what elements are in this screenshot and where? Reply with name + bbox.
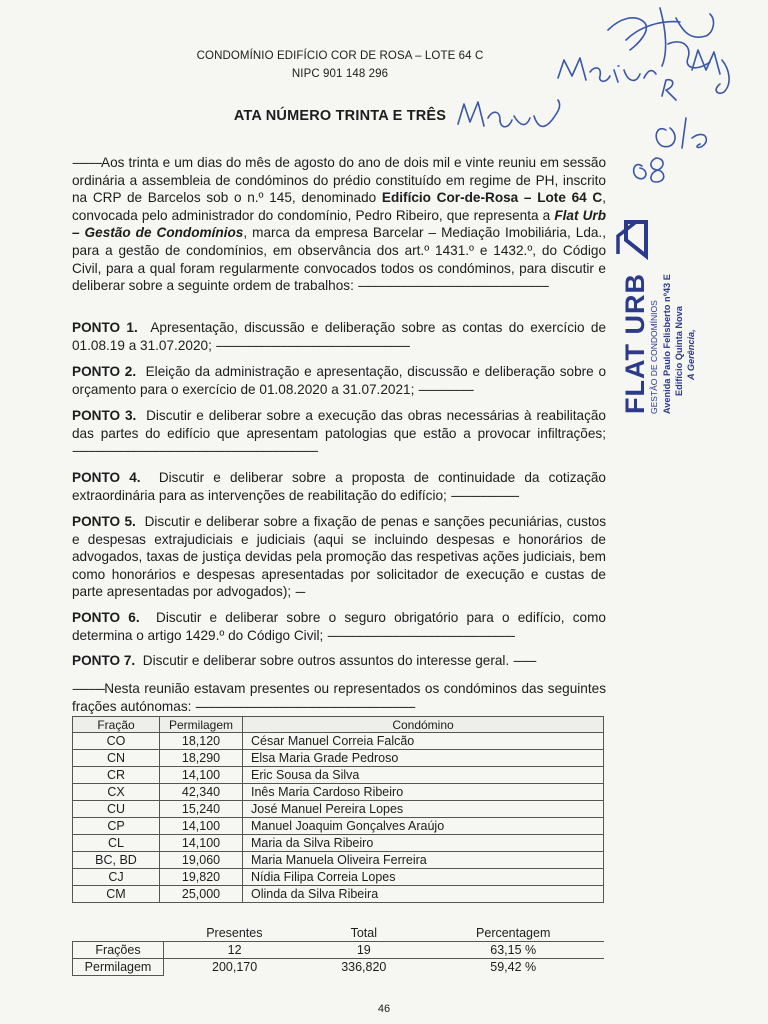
table-row [73, 852, 604, 869]
column-header-presentes: Presentes [164, 925, 306, 942]
table-row [73, 959, 605, 976]
agenda-item-4 [72, 469, 606, 504]
company-stamp [612, 218, 722, 418]
fracao-cell: CL [73, 835, 160, 852]
agenda-item-label: PONTO 7. [72, 653, 136, 668]
column-header-permilagem: Permilagem [160, 717, 243, 733]
agenda-item-label: PONTO 4. [72, 470, 141, 485]
table-row [73, 869, 604, 886]
agenda-item-text: Discutir e deliberar sobre o seguro obrigatório para o edifício, como determina o artigo 1429.º do Código Civil; [72, 610, 606, 643]
agenda-item-label: PONTO 3. [72, 408, 137, 423]
owners-table [72, 716, 604, 903]
permilagem-cell: 18,120 [160, 733, 243, 750]
intro-trail-dashes: ----------------------------------------------------------- [357, 278, 549, 294]
agenda-item-text: Discutir e deliberar sobre a proposta de continuidade da cotização extraordinária para as intervenções de reabilitação do edifício; [72, 470, 606, 503]
fracao-cell: BC, BD [73, 852, 160, 869]
table-row [73, 750, 604, 767]
agenda-item-label: PONTO 1. [72, 320, 138, 335]
agenda-item-dashes: ----------------- [418, 381, 473, 397]
condomino-cell: Eric Sousa da Silva [243, 767, 604, 784]
table-row [73, 801, 604, 818]
agenda-item-label: PONTO 2. [72, 364, 137, 379]
agenda-item-label: PONTO 5. [72, 514, 136, 529]
agenda-item-dashes: --------------------- [450, 487, 519, 503]
permilagem-cell: 42,340 [160, 784, 243, 801]
agenda-item-dashes: ---------------------------------------------------------------------------- [72, 443, 318, 459]
stamp-brand: FLAT URB [620, 273, 650, 414]
fracao-cell: CM [73, 886, 160, 903]
row-label: Frações [73, 942, 164, 959]
column-header-percentagem: Percentagem [422, 925, 604, 942]
column-header-condomino: Condómino [243, 717, 604, 733]
agenda-item-text: Discutir e deliberar sobre outros assuntos do interesse geral. [142, 653, 514, 668]
column-header-total: Total [305, 925, 422, 942]
condomino-cell: César Manuel Correia Falcão [243, 733, 604, 750]
condomino-cell: Elsa Maria Grade Pedroso [243, 750, 604, 767]
intro-text-1: Aos trinta e um dias do mês de agosto do ano de dois mil e vinte reuniu em sessão ordinária a assembleia de condóminos do prédio constituído em regime de PH, inscrito na CRP de Barcelos sob o n.º 145, denominado [72, 155, 606, 206]
percentagem-cell: 63,15 % [422, 942, 604, 959]
totals-corner [73, 925, 164, 942]
permilagem-cell: 15,240 [160, 801, 243, 818]
house-logo-icon [618, 222, 646, 256]
table-row [73, 733, 604, 750]
permilagem-cell: 25,000 [160, 886, 243, 903]
intro-text-2: , convocada pelo administrador do condomínio, Pedro Ribeiro, que representa a [72, 190, 606, 223]
fracao-cell: CR [73, 767, 160, 784]
permilagem-cell: 19,060 [160, 852, 243, 869]
fracao-cell: CP [73, 818, 160, 835]
total-cell: 336,820 [305, 959, 422, 976]
percentagem-cell: 59,42 % [422, 959, 604, 976]
fracao-cell: CX [73, 784, 160, 801]
agenda-item-text: Eleição da administração e apresentação, discussão e deliberação sobre o orçamento para o exercício de 01.08.2020 a 31.07.2021; [72, 364, 606, 397]
row-label: Permilagem [73, 959, 164, 976]
attendance-paragraph [72, 680, 606, 715]
condomino-cell: Manuel Joaquim Gonçalves Araújo [243, 818, 604, 835]
stamp-line-1: GESTÃO DE CONDOMÍNIOS [649, 300, 659, 414]
agenda-item-dashes: --- [294, 584, 305, 600]
permilagem-cell: 14,100 [160, 767, 243, 784]
agenda-item-dashes: ------------------------------------------------------------ [215, 337, 410, 353]
table-row [73, 835, 604, 852]
stamp-line-3: Edifício Quinta Nova [674, 306, 684, 396]
header-condominium-name: CONDOMÍNIO EDIFÍCIO COR DE ROSA – LOTE 64 C [196, 50, 484, 62]
fracao-cell: CN [73, 750, 160, 767]
presentes-cell: 12 [164, 942, 306, 959]
intro-paragraph [72, 154, 606, 295]
management-company-name: Flat Urb – Gestão de Condomínios [72, 207, 607, 241]
page-title: ATA NÚMERO TRINTA E TRÊS [233, 108, 447, 124]
page-number: 46 [377, 1003, 391, 1015]
condomino-cell: Maria Manuela Oliveira Ferreira [243, 852, 604, 869]
condomino-cell: José Manuel Pereira Lopes [243, 801, 604, 818]
fracao-cell: CU [73, 801, 160, 818]
building-name: Edifício Cor-de-Rosa – Lote 64 C [381, 190, 603, 206]
stamp-line-2: Avenida Paulo Felisberto nº43 E [662, 274, 672, 414]
agenda-item-1 [72, 319, 606, 354]
table-row [73, 767, 604, 784]
table-row [73, 784, 604, 801]
condomino-cell: Maria da Silva Ribeiro [243, 835, 604, 852]
agenda-item-text: Apresentação, discussão e deliberação sobre as contas do exercício de 01.08.19 a 31.07.2020; [72, 320, 606, 353]
agenda-item-dashes: ---------------------------------------------------------- [327, 627, 515, 643]
owners-table-header-row [73, 717, 604, 733]
agenda-item-5 [72, 513, 606, 601]
permilagem-cell: 14,100 [160, 835, 243, 852]
table-row [73, 818, 604, 835]
attendance-lead-dashes: ---------- [72, 681, 105, 696]
agenda-item-7 [72, 652, 606, 670]
presentes-cell: 200,170 [164, 959, 306, 976]
permilagem-cell: 19,820 [160, 869, 243, 886]
agenda-item-6 [72, 609, 606, 644]
intro-text-3: , marca da empresa Barcelar – Mediação Imobiliária, Lda., para a gestão de condomínios, em observância dos art.º 1431.º e 1432.º, do Código Civil, para a qual foram regularmente convocados todos os condóminos, para discutir e deliberar sobre a seguinte ordem de trabalhos: [72, 225, 606, 294]
attendance-text: Nesta reunião estavam presentes ou representados os condóminos das seguintes frações autónomas: [72, 681, 606, 714]
agenda-item-2 [72, 363, 606, 398]
totals-table [72, 925, 604, 976]
agenda-item-text: Discutir e deliberar sobre a fixação de penas e sanções pecuniárias, custos e despesas extrajudiciais e judiciais (aqui se incluindo despesas e honorários de advogados, taxas de justiça devidas pela promoção das respetivas ações judiciais, bem como honorários e despesas apresentadas por solicitador de execução e custas de parte apresentadas por advogados); [72, 514, 607, 600]
agenda-item-label: PONTO 6. [72, 610, 140, 625]
fracao-cell: CO [73, 733, 160, 750]
fracao-cell: CJ [73, 869, 160, 886]
permilagem-cell: 14,100 [160, 818, 243, 835]
attendance-trail-dashes: -------------------------------------------------------------------- [195, 698, 415, 714]
permilagem-cell: 18,290 [160, 750, 243, 767]
agenda-item-3 [72, 407, 606, 460]
totals-header-row [73, 925, 605, 942]
agenda-item-text: Discutir e deliberar sobre a execução das obras necessárias à reabilitação das partes do edifício que apresentam patologias que estão a provocar infiltrações; [72, 408, 606, 441]
condomino-cell: Inês Maria Cardoso Ribeiro [243, 784, 604, 801]
column-header-fracao: Fração [73, 717, 160, 733]
header-nipc: NIPC 901 148 296 [291, 68, 389, 80]
intro-lead-dashes: --------- [72, 155, 102, 170]
table-row [73, 942, 605, 959]
stamp-line-4: A Gerência, [686, 329, 696, 380]
table-row [73, 886, 604, 903]
condomino-cell: Olinda da Silva Ribeira [243, 886, 604, 903]
condomino-cell: Nídia Filipa Correia Lopes [243, 869, 604, 886]
total-cell: 19 [305, 942, 422, 959]
agenda-item-dashes: ------- [513, 653, 536, 668]
